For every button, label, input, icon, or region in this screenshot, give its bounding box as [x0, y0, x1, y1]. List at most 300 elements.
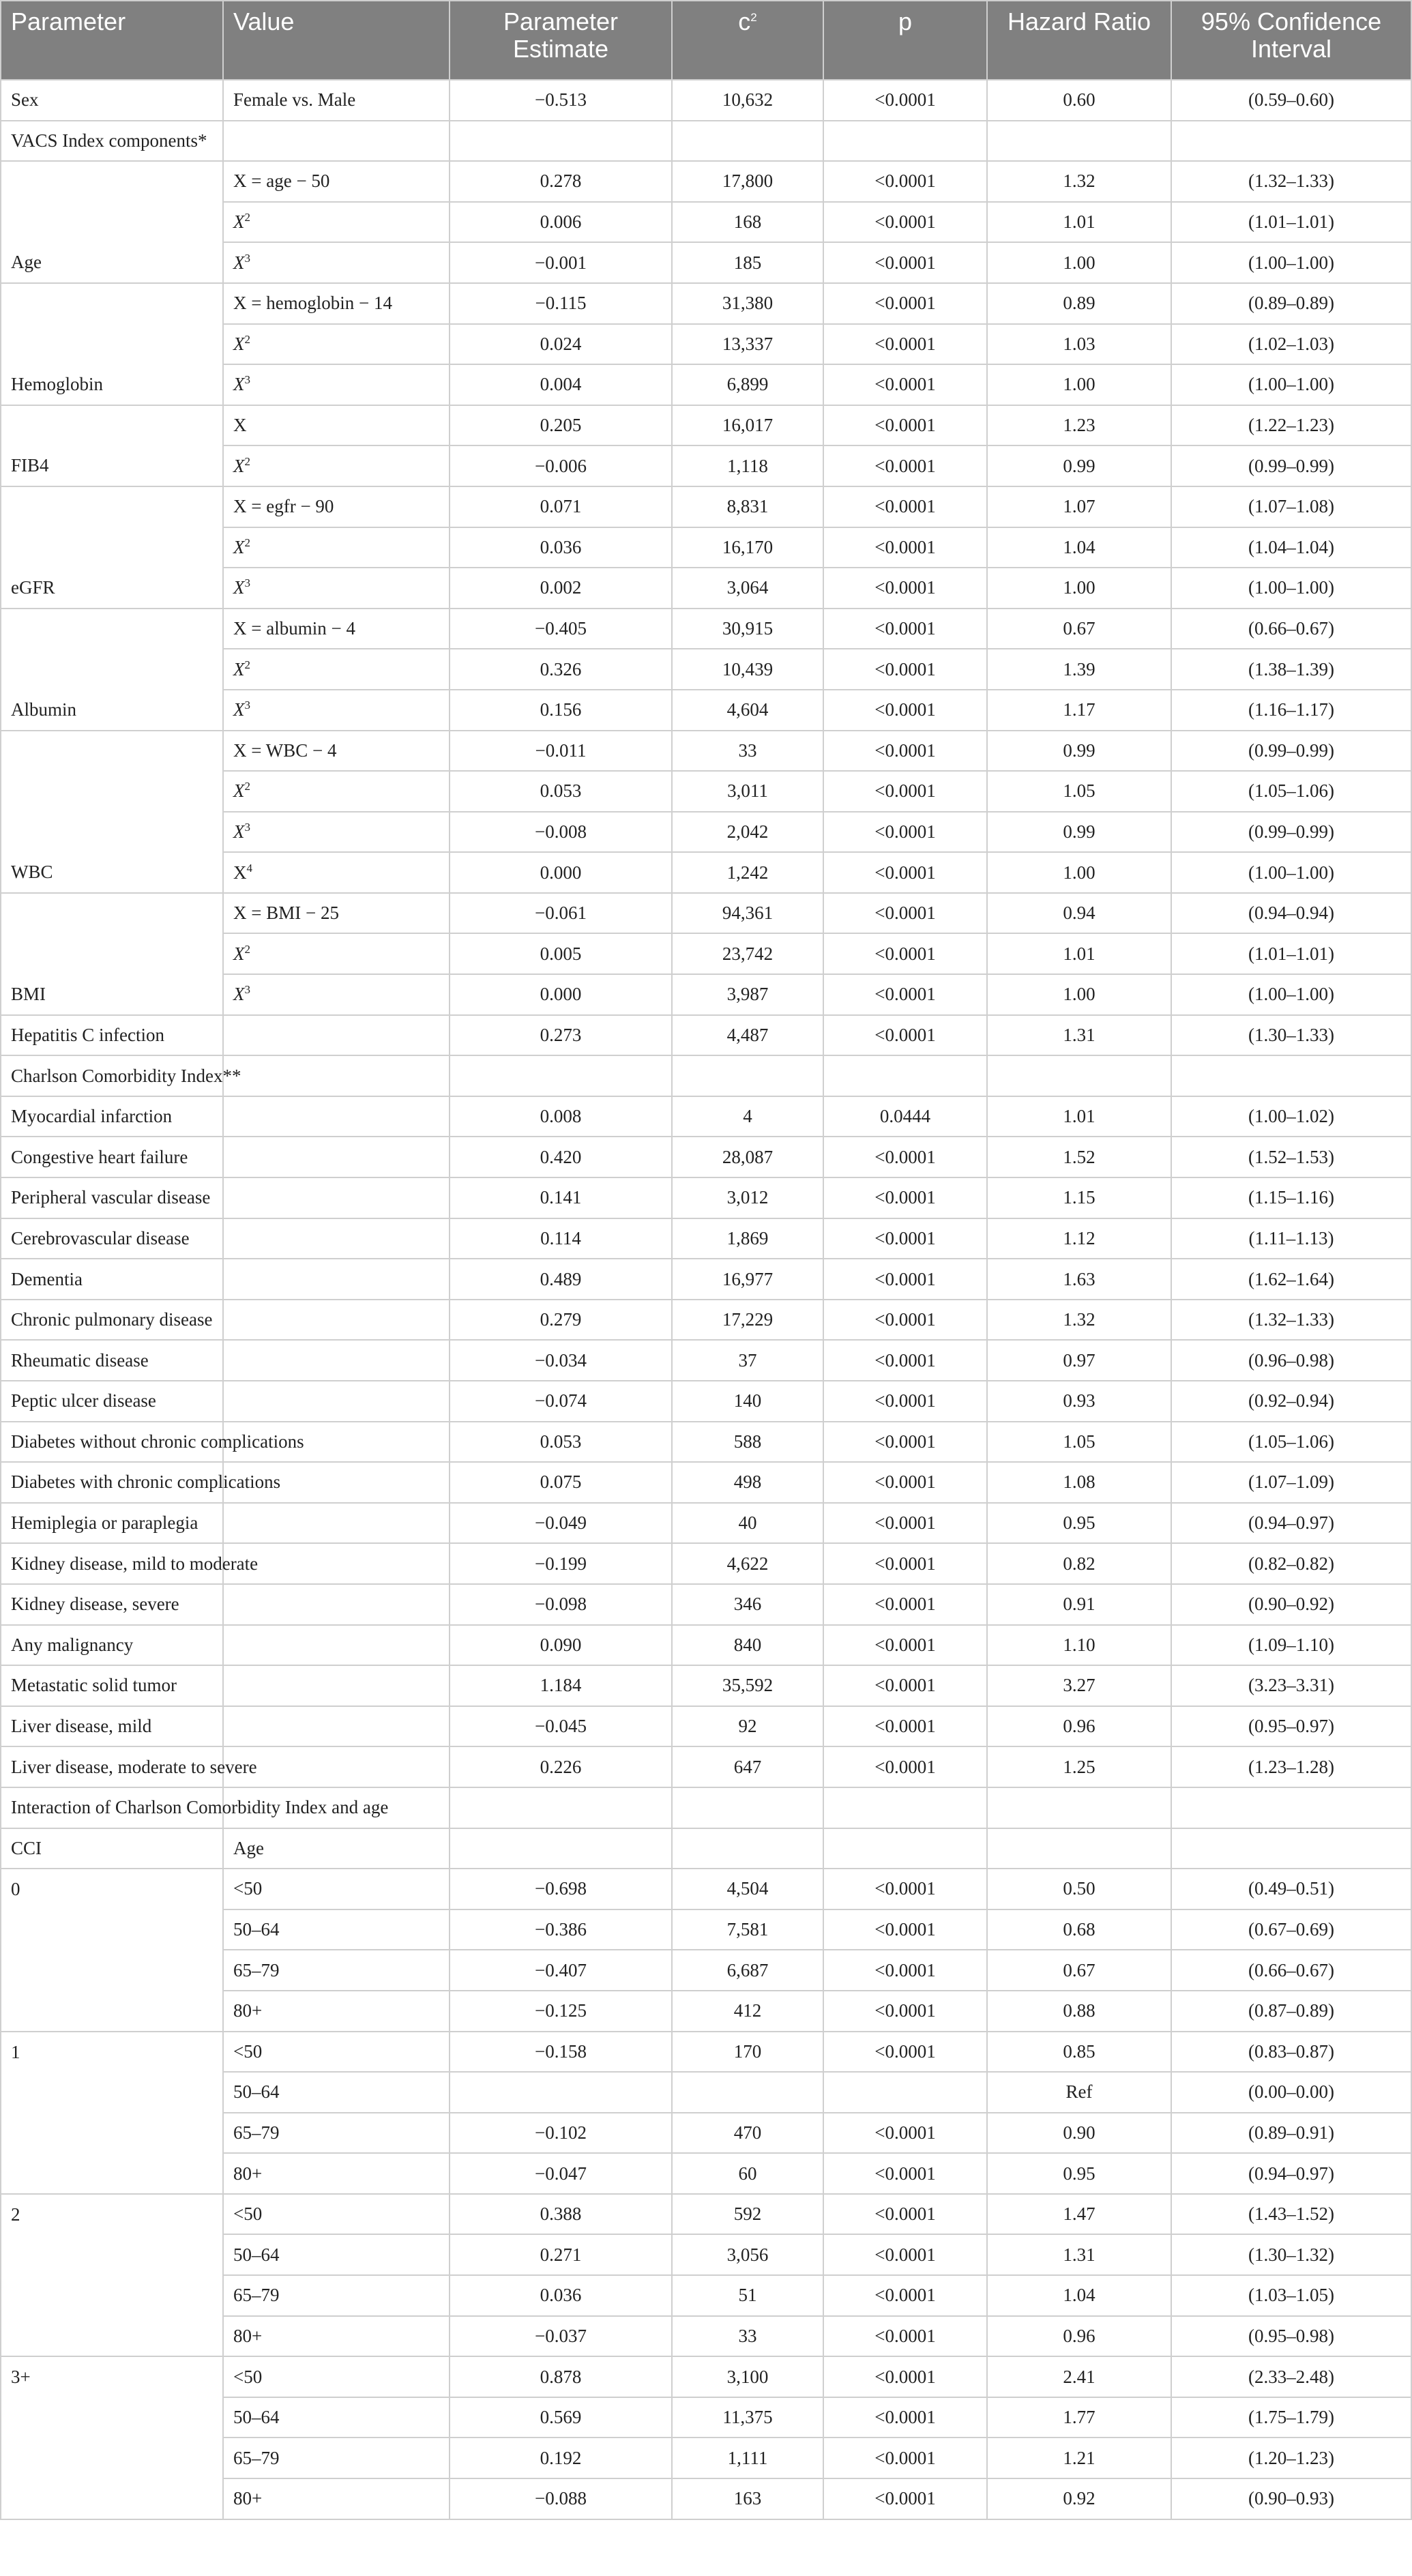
hazard-ratio-cell: Ref [987, 2072, 1171, 2113]
value-cell [223, 1015, 450, 1056]
value-cell: 50–64 [223, 2397, 450, 2438]
confidence-interval-cell: (1.01–1.01) [1171, 933, 1411, 974]
empty-cell [450, 1055, 672, 1096]
confidence-interval-cell: (1.01–1.01) [1171, 202, 1411, 243]
p-value-cell: <0.0001 [823, 2234, 987, 2275]
p-value-cell: <0.0001 [823, 405, 987, 446]
parameter-cell: CCI [1, 1828, 223, 1869]
table-row [1, 1422, 1411, 1463]
estimate-cell: −0.199 [450, 1543, 672, 1584]
chi-square-cell: 3,100 [672, 2356, 823, 2397]
estimate-cell: −0.061 [450, 893, 672, 934]
p-value-cell: <0.0001 [823, 1706, 987, 1747]
chi-square-cell: 1,242 [672, 852, 823, 893]
chi-square-cell: 17,229 [672, 1300, 823, 1341]
value-exponent: 3 [244, 983, 250, 997]
estimate-cell: 0.156 [450, 690, 672, 731]
p-value-cell: <0.0001 [823, 2316, 987, 2357]
value-base: X [233, 699, 245, 720]
confidence-interval-cell: (1.62–1.64) [1171, 1259, 1411, 1300]
hazard-ratio-cell: 0.68 [987, 1909, 1171, 1950]
parameter-group-cell: Age [1, 161, 223, 283]
p-value-cell: <0.0001 [823, 283, 987, 324]
p-value-cell: <0.0001 [823, 893, 987, 934]
section-label: VACS Index components* [1, 121, 223, 162]
estimate-cell: 0.569 [450, 2397, 672, 2438]
empty-cell [672, 1055, 823, 1096]
value-exponent: 2 [244, 942, 250, 956]
confidence-interval-cell: (0.87–0.89) [1171, 1991, 1411, 2032]
value-cell [223, 1381, 450, 1422]
value-cell: X = BMI − 25 [223, 893, 450, 934]
p-value-cell: <0.0001 [823, 80, 987, 121]
confidence-interval-cell: (1.00–1.00) [1171, 974, 1411, 1015]
hazard-ratio-cell: 1.15 [987, 1177, 1171, 1218]
p-value-cell: <0.0001 [823, 1015, 987, 1056]
hazard-ratio-cell: 1.47 [987, 2194, 1171, 2235]
parameter-group-cell: FIB4 [1, 405, 223, 486]
value-base: X [233, 780, 245, 802]
estimate-cell: 0.004 [450, 364, 672, 405]
value-cell: 50–64 [223, 1909, 450, 1950]
hazard-ratio-cell: 0.94 [987, 893, 1171, 934]
hazard-ratio-cell: 1.31 [987, 2234, 1171, 2275]
hazard-ratio-cell: 0.97 [987, 1340, 1171, 1381]
chi-square-cell: 185 [672, 242, 823, 283]
chi-square-cell: 1,869 [672, 1218, 823, 1259]
confidence-interval-cell: (0.99–0.99) [1171, 812, 1411, 853]
chi-square-cell: 6,899 [672, 364, 823, 405]
confidence-interval-cell: (1.07–1.09) [1171, 1462, 1411, 1503]
value-exponent: 2 [244, 536, 250, 549]
value-cell: 65–79 [223, 1950, 450, 1991]
estimate-cell: 0.878 [450, 2356, 672, 2397]
p-value-cell: <0.0001 [823, 731, 987, 772]
header-chi-square [672, 1, 823, 80]
header-p-value: p [823, 1, 987, 80]
empty-cell [672, 121, 823, 162]
hazard-ratio-cell: 1.32 [987, 161, 1171, 202]
value-cell [223, 771, 450, 812]
parameter-cell: Any malignancy [1, 1625, 223, 1666]
confidence-interval-cell: (1.04–1.04) [1171, 527, 1411, 568]
chi-square-cell: 6,687 [672, 1950, 823, 1991]
value-cell [223, 1259, 450, 1300]
value-cell [223, 933, 450, 974]
table-row [1, 1096, 1411, 1137]
confidence-interval-cell: (0.92–0.94) [1171, 1381, 1411, 1422]
table-row [1, 609, 1411, 649]
table-header [1, 1, 1411, 80]
estimate-cell: 0.036 [450, 2275, 672, 2316]
empty-cell [223, 121, 450, 162]
estimate-cell: 0.278 [450, 161, 672, 202]
table-row [1, 80, 1411, 121]
table-row [1, 2356, 1411, 2397]
estimate-cell: 0.205 [450, 405, 672, 446]
value-cell: X = WBC − 4 [223, 731, 450, 772]
p-value-cell: <0.0001 [823, 161, 987, 202]
chi-square-cell: 140 [672, 1381, 823, 1422]
value-exponent: 3 [244, 699, 250, 712]
table-row [1, 1503, 1411, 1544]
value-cell [223, 690, 450, 731]
estimate-cell: −0.049 [450, 1503, 672, 1544]
table-row [1, 1340, 1411, 1381]
confidence-interval-cell: (0.99–0.99) [1171, 731, 1411, 772]
hazard-ratio-cell: 0.96 [987, 2316, 1171, 2357]
hazard-ratio-cell: 1.00 [987, 974, 1171, 1015]
confidence-interval-cell: (0.67–0.69) [1171, 1909, 1411, 1950]
parameter-cell: Kidney disease, mild to moderate [1, 1543, 223, 1584]
estimate-cell: 0.071 [450, 486, 672, 527]
confidence-interval-cell: (0.96–0.98) [1171, 1340, 1411, 1381]
hazard-ratio-cell: 0.50 [987, 1869, 1171, 1909]
p-value-cell: <0.0001 [823, 527, 987, 568]
hazard-ratio-cell: 1.00 [987, 568, 1171, 609]
estimate-cell: −0.088 [450, 2478, 672, 2519]
chi-square-cell: 92 [672, 1706, 823, 1747]
p-value-cell: <0.0001 [823, 1177, 987, 1218]
table-row [1, 1869, 1411, 1909]
empty-cell [987, 121, 1171, 162]
estimate-cell: 0.090 [450, 1625, 672, 1666]
value-cell [223, 1177, 450, 1218]
hazard-ratio-cell: 1.63 [987, 1259, 1171, 1300]
parameter-cell: Peptic ulcer disease [1, 1381, 223, 1422]
chi-square-cell: 16,977 [672, 1259, 823, 1300]
estimate-cell: −0.115 [450, 283, 672, 324]
estimate-cell: 0.075 [450, 1462, 672, 1503]
estimate-cell: 0.053 [450, 1422, 672, 1463]
hazard-ratio-cell: 0.95 [987, 2153, 1171, 2194]
estimate-cell: 0.388 [450, 2194, 672, 2235]
confidence-interval-cell: (1.00–1.02) [1171, 1096, 1411, 1137]
estimate-cell: 0.024 [450, 324, 672, 365]
confidence-interval-cell: (0.89–0.91) [1171, 2113, 1411, 2154]
value-exponent: 3 [244, 576, 250, 590]
parameter-cell: Cerebrovascular disease [1, 1218, 223, 1259]
hazard-ratio-cell: 1.10 [987, 1625, 1171, 1666]
chi-square-cell: 94,361 [672, 893, 823, 934]
value-cell [223, 1218, 450, 1259]
p-value-cell: <0.0001 [823, 852, 987, 893]
value-cell: <50 [223, 2356, 450, 2397]
estimate-cell: 0.006 [450, 202, 672, 243]
value-cell: 80+ [223, 2316, 450, 2357]
value-exponent: 2 [244, 211, 250, 224]
hazard-ratio-cell: 1.52 [987, 1137, 1171, 1177]
confidence-interval-cell: (0.82–0.82) [1171, 1543, 1411, 1584]
estimate-cell: −0.006 [450, 445, 672, 486]
value-cell: 80+ [223, 2153, 450, 2194]
hazard-ratio-cell: 1.07 [987, 486, 1171, 527]
value-exponent: 3 [244, 373, 250, 387]
p-value-cell: <0.0001 [823, 933, 987, 974]
confidence-interval-cell: (0.59–0.60) [1171, 80, 1411, 121]
parameter-cell: Sex [1, 80, 223, 121]
hazard-ratio-cell: 1.00 [987, 242, 1171, 283]
p-value-cell: <0.0001 [823, 1218, 987, 1259]
p-value-cell: <0.0001 [823, 2478, 987, 2519]
value-cell: X = albumin − 4 [223, 609, 450, 649]
confidence-interval-cell: (1.00–1.00) [1171, 364, 1411, 405]
empty-cell [987, 1787, 1171, 1828]
hazard-ratio-cell: 1.01 [987, 1096, 1171, 1137]
chi-square-cell: 1,111 [672, 2438, 823, 2478]
chi-square-cell: 40 [672, 1503, 823, 1544]
empty-cell [823, 1055, 987, 1096]
confidence-interval-cell: (1.00–1.00) [1171, 242, 1411, 283]
chi-square-cell: 4 [672, 1096, 823, 1137]
p-value-cell: <0.0001 [823, 1543, 987, 1584]
empty-cell [672, 1787, 823, 1828]
table-row [1, 1137, 1411, 1177]
estimate-cell: −0.407 [450, 1950, 672, 1991]
p-value-cell: <0.0001 [823, 1340, 987, 1381]
confidence-interval-cell: (0.66–0.67) [1171, 609, 1411, 649]
estimate-cell: −0.045 [450, 1706, 672, 1747]
parameter-group-cell: 3+ [1, 2356, 223, 2519]
chi-square-cell: 10,632 [672, 80, 823, 121]
estimate-cell: 0.279 [450, 1300, 672, 1341]
hazard-ratio-cell: 0.85 [987, 2032, 1171, 2073]
value-base: X [233, 455, 245, 476]
p-value-cell [823, 2072, 987, 2113]
section-row [1, 1787, 1411, 1828]
value-cell: Female vs. Male [223, 80, 450, 121]
chi-square-cell [672, 1828, 823, 1869]
estimate-cell: 0.005 [450, 933, 672, 974]
value-cell [223, 202, 450, 243]
value-cell: 65–79 [223, 2275, 450, 2316]
confidence-interval-cell: (1.15–1.16) [1171, 1177, 1411, 1218]
p-value-cell: <0.0001 [823, 1381, 987, 1422]
chi-square-cell: 51 [672, 2275, 823, 2316]
chi-square-cell: 23,742 [672, 933, 823, 974]
parameter-cell: Myocardial infarction [1, 1096, 223, 1137]
table-row [1, 893, 1411, 934]
confidence-interval-cell: (0.00–0.00) [1171, 2072, 1411, 2113]
estimate-cell: 0.036 [450, 527, 672, 568]
value-base: X [233, 984, 245, 1005]
section-row [1, 1055, 1411, 1096]
chi-square-cell: 470 [672, 2113, 823, 2154]
chi-square-cell: 28,087 [672, 1137, 823, 1177]
value-cell [223, 852, 450, 893]
confidence-interval-cell: (1.05–1.06) [1171, 1422, 1411, 1463]
hazard-ratio-cell: 0.96 [987, 1706, 1171, 1747]
value-cell: <50 [223, 2194, 450, 2235]
confidence-interval-cell: (1.09–1.10) [1171, 1625, 1411, 1666]
parameter-cell: Metastatic solid tumor [1, 1665, 223, 1706]
chi-square-cell: 3,011 [672, 771, 823, 812]
estimate-cell: −0.037 [450, 2316, 672, 2357]
value-base: X [233, 211, 245, 233]
table-row [1, 2032, 1411, 2073]
hazard-ratio-cell: 0.95 [987, 1503, 1171, 1544]
estimate-cell: −0.098 [450, 1584, 672, 1625]
hazard-ratio-cell: 1.12 [987, 1218, 1171, 1259]
hazard-ratio-cell: 0.90 [987, 2113, 1171, 2154]
hazard-ratio-cell: 0.88 [987, 1991, 1171, 2032]
parameter-group-cell: Albumin [1, 609, 223, 731]
hazard-ratio-cell: 0.99 [987, 731, 1171, 772]
p-value-cell [823, 1828, 987, 1869]
p-value-cell: <0.0001 [823, 1746, 987, 1787]
value-base: X [233, 374, 245, 395]
confidence-interval-cell: (1.43–1.52) [1171, 2194, 1411, 2235]
header-confidence-interval: 95% Confidence Interval [1171, 1, 1411, 80]
section-row [1, 121, 1411, 162]
value-base: X [233, 252, 245, 273]
value-cell [223, 527, 450, 568]
estimate-cell: 0.114 [450, 1218, 672, 1259]
confidence-interval-cell: (0.90–0.93) [1171, 2478, 1411, 2519]
value-cell [223, 649, 450, 690]
confidence-interval-cell: (1.11–1.13) [1171, 1218, 1411, 1259]
table-row [1, 1665, 1411, 1706]
hazard-ratio-cell: 1.25 [987, 1746, 1171, 1787]
p-value-cell: <0.0001 [823, 2356, 987, 2397]
estimate-cell: −0.513 [450, 80, 672, 121]
parameter-cell: Kidney disease, severe [1, 1584, 223, 1625]
p-value-cell: <0.0001 [823, 2275, 987, 2316]
chi-square-cell: 16,017 [672, 405, 823, 446]
confidence-interval-cell: (0.83–0.87) [1171, 2032, 1411, 2073]
header-chi-sup: 2 [750, 11, 757, 24]
value-cell: X = egfr − 90 [223, 486, 450, 527]
confidence-interval-cell: (0.49–0.51) [1171, 1869, 1411, 1909]
p-value-cell: <0.0001 [823, 1259, 987, 1300]
header-parameter: Parameter [1, 1, 223, 80]
value-cell [223, 364, 450, 405]
parameter-group-cell: BMI [1, 893, 223, 1015]
chi-square-cell: 3,064 [672, 568, 823, 609]
parameter-cell: Rheumatic disease [1, 1340, 223, 1381]
hazard-ratio-cell: 0.67 [987, 609, 1171, 649]
confidence-interval-cell: (3.23–3.31) [1171, 1665, 1411, 1706]
chi-square-cell: 16,170 [672, 527, 823, 568]
estimate-cell: −0.001 [450, 242, 672, 283]
chi-square-cell: 3,012 [672, 1177, 823, 1218]
value-cell: 50–64 [223, 2234, 450, 2275]
header-estimate: Parameter Estimate [450, 1, 672, 80]
value-cell [223, 1300, 450, 1341]
estimate-cell: 0.489 [450, 1259, 672, 1300]
chi-square-cell: 346 [672, 1584, 823, 1625]
value-exponent: 2 [244, 454, 250, 468]
chi-square-cell: 31,380 [672, 283, 823, 324]
table-row [1, 2194, 1411, 2235]
p-value-cell: <0.0001 [823, 2113, 987, 2154]
hazard-ratio-cell: 1.05 [987, 1422, 1171, 1463]
value-base: X [233, 862, 247, 883]
section-label: Charlson Comorbidity Index** [1, 1055, 223, 1096]
value-base: X [233, 943, 245, 964]
value-cell [223, 1625, 450, 1666]
section-label: Interaction of Charlson Comorbidity Index and age [1, 1787, 223, 1828]
empty-cell [987, 1055, 1171, 1096]
estimate-cell: 0.326 [450, 649, 672, 690]
chi-square-cell: 4,622 [672, 1543, 823, 1584]
chi-square-cell: 11,375 [672, 2397, 823, 2438]
value-cell: 50–64 [223, 2072, 450, 2113]
confidence-interval-cell: (1.22–1.23) [1171, 405, 1411, 446]
table-row [1, 1015, 1411, 1056]
table-row [1, 161, 1411, 202]
value-base: X [233, 821, 245, 842]
confidence-interval-cell: (0.66–0.67) [1171, 1950, 1411, 1991]
hazard-ratio-cell: 0.60 [987, 80, 1171, 121]
parameter-group-cell: eGFR [1, 486, 223, 609]
hazard-ratio-cell: 1.39 [987, 649, 1171, 690]
hazard-ratio-cell: 3.27 [987, 1665, 1171, 1706]
estimate-cell: −0.034 [450, 1340, 672, 1381]
p-value-cell: <0.0001 [823, 2153, 987, 2194]
value-cell [223, 324, 450, 365]
hazard-ratio-cell: 0.91 [987, 1584, 1171, 1625]
estimate-cell: 1.184 [450, 1665, 672, 1706]
chi-square-cell: 4,487 [672, 1015, 823, 1056]
estimate-cell: 0.192 [450, 2438, 672, 2478]
p-value-cell: <0.0001 [823, 649, 987, 690]
confidence-interval-cell [1171, 1828, 1411, 1869]
value-cell [223, 1665, 450, 1706]
parameter-cell: Peripheral vascular disease [1, 1177, 223, 1218]
confidence-interval-cell: (1.16–1.17) [1171, 690, 1411, 731]
p-value-cell: <0.0001 [823, 1665, 987, 1706]
value-exponent: 4 [246, 861, 252, 875]
table-row [1, 731, 1411, 772]
value-exponent: 3 [244, 251, 250, 265]
estimate-cell: −0.125 [450, 1991, 672, 2032]
p-value-cell: <0.0001 [823, 974, 987, 1015]
p-value-cell: <0.0001 [823, 1869, 987, 1909]
parameter-cell: Diabetes without chronic complications [1, 1422, 223, 1463]
chi-square-cell: 412 [672, 1991, 823, 2032]
value-cell: 80+ [223, 2478, 450, 2519]
confidence-interval-cell: (1.20–1.23) [1171, 2438, 1411, 2478]
chi-square-cell: 13,337 [672, 324, 823, 365]
empty-cell [823, 1787, 987, 1828]
hazard-ratio-cell: 1.03 [987, 324, 1171, 365]
hazard-ratio-cell: 0.67 [987, 1950, 1171, 1991]
table-row [1, 1746, 1411, 1787]
hazard-ratio-cell [987, 1828, 1171, 1869]
estimate-cell: −0.405 [450, 609, 672, 649]
value-cell [223, 242, 450, 283]
parameter-cell: Diabetes with chronic complications [1, 1462, 223, 1503]
table-row [1, 1584, 1411, 1625]
value-cell [223, 445, 450, 486]
chi-square-cell: 8,831 [672, 486, 823, 527]
header-hazard-ratio: Hazard Ratio [987, 1, 1171, 80]
p-value-cell: <0.0001 [823, 1950, 987, 1991]
p-value-cell: <0.0001 [823, 609, 987, 649]
confidence-interval-cell: (1.05–1.06) [1171, 771, 1411, 812]
chi-square-cell: 163 [672, 2478, 823, 2519]
table-row [1, 1259, 1411, 1300]
value-exponent: 2 [244, 658, 250, 671]
empty-cell [1171, 1055, 1411, 1096]
p-value-cell: <0.0001 [823, 2032, 987, 2073]
hazard-ratio-cell: 1.00 [987, 852, 1171, 893]
chi-square-cell: 4,604 [672, 690, 823, 731]
hazard-ratio-cell: 1.23 [987, 405, 1171, 446]
confidence-interval-cell: (1.32–1.33) [1171, 1300, 1411, 1341]
chi-square-cell: 60 [672, 2153, 823, 2194]
